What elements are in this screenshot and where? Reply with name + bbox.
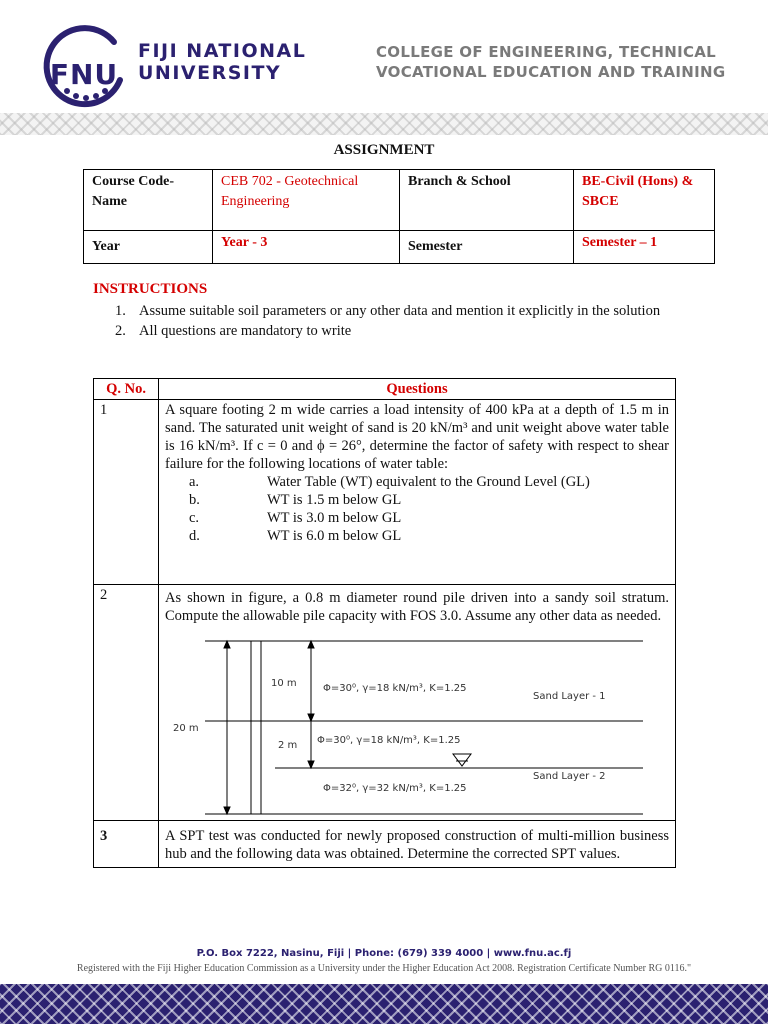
question-text: A square footing 2 m wide carries a load intensity of 400 kPa at a depth of 1.5 m in sand. The saturated unit weight of sand is 20 kN/m³ and unit weight above water table is 16 kN/m³. If c = 0 and ϕ = 26°, determine the factor of safety with respect to shear failure for the following locations of water table: [165, 402, 669, 472]
year-value: Year - 3 [213, 231, 400, 264]
arrow-up-icon [224, 641, 230, 648]
sub-question [165, 509, 669, 527]
arrow-down-icon [308, 761, 314, 768]
sub-text: WT is 1.5 m below GL [267, 492, 402, 508]
sub-letter: c. [189, 510, 200, 526]
question-row-3 [94, 821, 676, 868]
question-text: A SPT test was conducted for newly proposed construction of multi-million business hub and the following data was obtained. Determine the corrected SPT values. [159, 821, 676, 868]
instruction-number: 1. [115, 303, 126, 319]
fnu-logo [36, 20, 132, 116]
course-label: Course Code-Name [84, 170, 213, 231]
layer2-name: Sand Layer - 2 [533, 771, 606, 782]
year-label: Year [84, 231, 213, 264]
questions-table [93, 378, 676, 868]
footer-registration: Registered with the Fiji Higher Education Commission as a University under the Higher Education Act 2008. Registration Certificate Number RG 0116." [76, 963, 692, 974]
label-20m: 20 m [173, 723, 199, 734]
university-line-1: FIJI NATIONAL [138, 40, 307, 62]
semester-value: Semester – 1 [574, 231, 715, 264]
university-name [138, 40, 306, 84]
semester-label: Semester [400, 231, 574, 264]
sub-letter: b. [189, 492, 200, 508]
arrow-down-icon [224, 807, 230, 814]
sub-question [165, 527, 669, 545]
branch-label: Branch & School [400, 170, 574, 231]
university-line-2: UNIVERSITY [138, 62, 282, 84]
logo-text: FNU [49, 58, 119, 91]
course-info-table [83, 169, 715, 264]
instruction-number: 2. [115, 323, 126, 339]
qno-header: Q. No. [94, 379, 159, 400]
college-line-1: COLLEGE OF ENGINEERING, TECHNICAL [376, 43, 717, 61]
question-number: 1 [94, 400, 159, 585]
question-row-1 [94, 400, 676, 585]
page-title: ASSIGNMENT [333, 142, 435, 158]
sub-question [165, 473, 669, 491]
layer1-name: Sand Layer - 1 [533, 691, 606, 702]
instructions-heading: INSTRUCTIONS [93, 281, 208, 297]
college-name [376, 42, 725, 82]
arrow-up-icon [308, 641, 314, 648]
sub-letter: d. [189, 528, 200, 544]
questions-header: Questions [159, 379, 676, 400]
sub-text: WT is 6.0 m below GL [267, 528, 402, 544]
sub-text: Water Table (WT) equivalent to the Ground Level (GL) [267, 474, 590, 490]
arrow-down-icon [308, 714, 314, 721]
questions-header-row [94, 379, 676, 400]
footer-contact: P.O. Box 7222, Nasinu, Fiji | Phone: (679) 339 4000 | www.fnu.ac.fj [196, 948, 572, 959]
mid-params: Φ=30⁰, γ=18 kN/m³, K=1.25 [317, 735, 461, 746]
course-value: CEB 702 - Geotechnical Engineering [213, 170, 400, 231]
sub-question [165, 491, 669, 509]
question-text: As shown in figure, a 0.8 m diameter round pile driven into a sandy soil stratum. Compute the allowable pile capacity with FOS 3.0. Assume any other data as needed. [165, 590, 669, 624]
question-body [159, 585, 676, 821]
instruction-item [115, 321, 685, 341]
instructions-list [115, 301, 685, 341]
layer2-params: Φ=32⁰, γ=32 kN/m³, K=1.25 [323, 783, 467, 794]
label-2m: 2 m [278, 740, 298, 751]
year-row [84, 231, 715, 264]
question-body [159, 400, 676, 585]
decorative-band-bottom [0, 984, 768, 1024]
instruction-text: All questions are mandatory to write [139, 323, 352, 339]
question-row-2 [94, 585, 676, 821]
question-number: 3 [94, 821, 159, 868]
pile-shape [251, 641, 261, 814]
label-10m: 10 m [271, 678, 297, 689]
branch-value: BE-Civil (Hons) & SBCE [574, 170, 715, 231]
pile-figure [165, 631, 665, 819]
decorative-band-top [0, 113, 768, 135]
course-row [84, 170, 715, 231]
instruction-item [115, 301, 685, 321]
sub-text: WT is 3.0 m below GL [267, 510, 402, 526]
question-number: 2 [94, 585, 159, 821]
water-table-icon [453, 754, 471, 766]
instruction-text: Assume suitable soil parameters or any other data and mention it explicitly in the solution [139, 303, 661, 319]
layer1-params: Φ=30⁰, γ=18 kN/m³, K=1.25 [323, 683, 467, 694]
college-line-2: VOCATIONAL EDUCATION AND TRAINING [376, 63, 726, 81]
sub-letter: a. [189, 474, 200, 490]
